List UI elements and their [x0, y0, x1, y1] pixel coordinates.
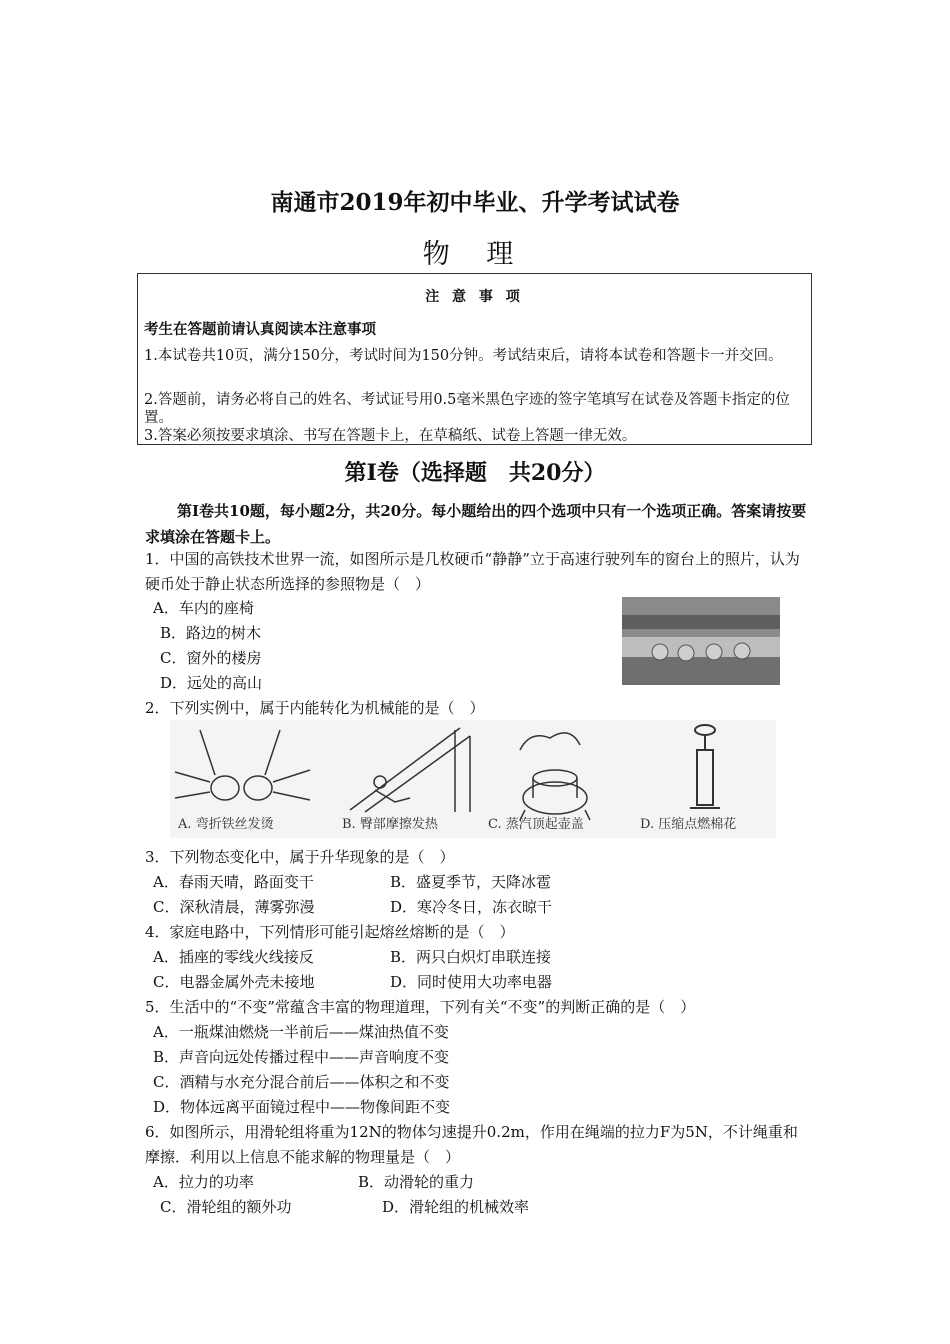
question-2-figure: [170, 720, 776, 838]
notice-box: [137, 273, 812, 445]
question-6-option-d: D．滑轮组的机械效率: [382, 1198, 530, 1216]
section-instructions: 第Ⅰ卷共10题，每小题2分，共20分。每小题给出的四个选项中只有一个选项正确。答案请按要求填涂在答题卡上。: [145, 502, 807, 546]
coins-on-train-photo: [622, 597, 780, 685]
notice-item-3: 3.答案必须按要求填涂、书写在答题卡上，在草稿纸、试卷上答题一律无效。: [144, 428, 637, 444]
question-1-option-d: D．远处的高山: [160, 674, 263, 692]
notice-lead: 考生在答题前请认真阅读本注意事项: [144, 321, 376, 338]
figure-label-b: B. 臀部摩擦发热: [342, 817, 438, 832]
question-5-option-d: D．物体远离平面镜过程中——物像间距不变: [153, 1098, 451, 1116]
question-1-option-c: C．窗外的楼房: [160, 649, 262, 667]
question-5-stem: 5．生活中的“不变”常蕴含丰富的物理道理，下列有关“不变”的判断正确的是（ ）: [145, 998, 696, 1016]
question-6-stem: 6．如图所示，用滑轮组将重为12N的物体匀速提升0.2m，作用在绳端的拉力F为5N，不计绳重和摩擦．利用以上信息不能求解的物理量是（ ）: [145, 1123, 798, 1166]
question-4-option-a: A．插座的零线火线接反: [153, 948, 314, 966]
subject-title: 物 理: [422, 239, 528, 270]
question-6-option-a: A．拉力的功率: [153, 1173, 254, 1191]
figure-label-c: C. 蒸汽顶起壶盖: [488, 817, 584, 832]
question-4-option-b: B．两只白炽灯串联连接: [390, 948, 552, 966]
figure-label-a: A. 弯折铁丝发烫: [178, 817, 274, 832]
question-3-option-b: B．盛夏季节，天降冰雹: [390, 873, 552, 891]
section-title: 第Ⅰ卷（选择题 共20分）: [344, 460, 606, 486]
notice-item-2: 2.答题前，请务必将自己的姓名、考试证号用0.5毫米黑色字迹的签字笔填写在试卷及答题卡指定的位置。: [144, 392, 790, 426]
question-2-stem: 2．下列实例中，属于内能转化为机械能的是（ ）: [145, 699, 485, 717]
question-3-stem: 3．下列物态变化中，属于升华现象的是（ ）: [145, 848, 455, 866]
question-1-option-b: B．路边的树木: [160, 624, 262, 642]
question-3-option-c: C．深秋清晨，薄雾弥漫: [153, 898, 315, 916]
notice-title: 注 意 事 项: [425, 289, 524, 305]
question-1-option-a: A．车内的座椅: [153, 599, 254, 617]
question-6-option-c: C．滑轮组的额外功: [160, 1198, 292, 1216]
question-5-option-b: B．声音向远处传播过程中——声音响度不变: [153, 1048, 450, 1066]
question-6-option-b: B．动滑轮的重力: [358, 1173, 475, 1191]
question-1-stem: 1．中国的高铁技术世界一流，如图所示是几枚硬币“静静”立于高速行驶列车的窗台上的照片，认为硬币处于静止状态所选择的参照物是（ ）: [145, 550, 800, 593]
question-4-option-c: C．电器金属外壳未接地: [153, 973, 315, 991]
question-4-stem: 4．家庭电路中，下列情形可能引起熔丝熔断的是（ ）: [145, 923, 515, 941]
question-4-option-d: D．同时使用大功率电器: [390, 973, 553, 991]
notice-item-1: 1.本试卷共10页，满分150分，考试时间为150分钟。考试结束后，请将本试卷和答题卡一并交回。: [144, 348, 783, 364]
figure-label-d: D. 压缩点燃棉花: [640, 817, 737, 832]
exam-title: 南通市2019年初中毕业、升学考试试卷: [270, 189, 680, 216]
question-5-option-a: A．一瓶煤油燃烧一半前后——煤油热值不变: [153, 1023, 449, 1041]
question-5-option-c: C．酒精与水充分混合前后——体积之和不变: [153, 1073, 450, 1091]
question-3-option-a: A．春雨天晴，路面变干: [153, 873, 314, 891]
question-3-option-d: D．寒冷冬日，冻衣晾干: [390, 898, 553, 916]
